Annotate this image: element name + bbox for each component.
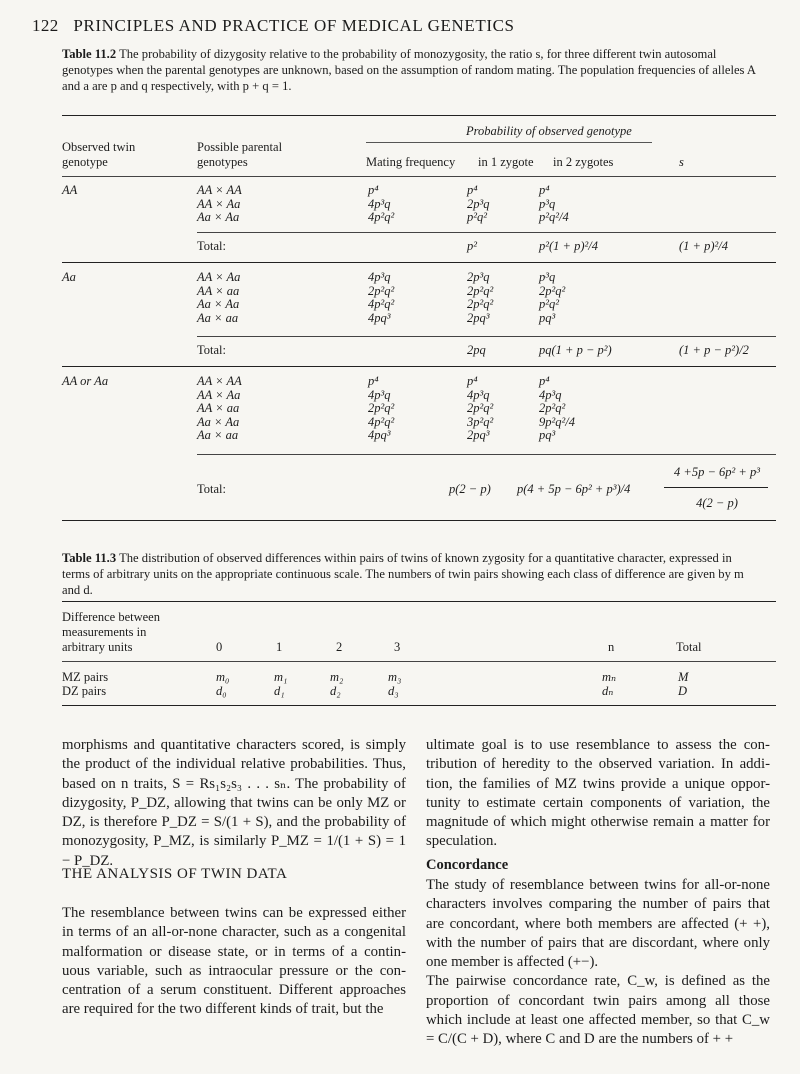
parental-cell: Aa × aa [197,310,239,325]
col-head-one-zygote: in 1 zygote [478,155,534,169]
mating-list [368,271,394,325]
caption-text: The distribution of observed differences within pairs of twins of known zygosity for a quantitative character, expressed in terms of arbitrary units on the appropriate continuous scale. The numbers of twin pairs showing each class of difference are given by m and d. [62,551,744,597]
two-cell: p²q²/4 [539,210,569,224]
right-column [426,736,770,852]
one-cell: 2pq³ [467,310,490,325]
total-two-zygotes: p(4 + 5p − 6p² + p³)/4 [517,482,631,496]
group-genotype: AA [62,183,78,197]
row-label: DZ pairs [62,684,107,698]
mating-cell: 4p³q [368,270,391,284]
mating-cell: 4p²q² [368,414,395,429]
fraction-bar [664,487,768,488]
table-11-3-caption [62,550,762,598]
mating-cell: p⁴ [368,374,379,388]
class-header: 2 [336,640,343,654]
subsection-heading: Concordance [426,857,509,873]
one-cell: 4p³q [467,387,490,402]
parental-cell: Aa × Aa [197,210,240,224]
table-cell: m₂ [330,670,344,684]
two-cell: 2p²q² [539,401,566,415]
parental-list [197,184,242,225]
spanner-heading: Probability of observed genotype [466,124,632,138]
table-bottom-rule [62,520,776,521]
spanner-rule [366,142,652,143]
table-cell: M [678,670,689,684]
running-title: PRINCIPLES AND PRACTICE OF MEDICAL GENETICS [73,16,515,35]
mating-cell: p⁴ [368,183,379,197]
parental-cell: AA × Aa [197,387,241,402]
one-cell: p⁴ [467,374,478,388]
class-header: Total [676,640,702,654]
parental-cell: Aa × Aa [197,297,240,311]
table-cell: D [678,684,688,698]
two-zygotes-list [539,375,575,443]
group-rule [197,232,776,233]
header-rule [62,176,776,177]
class-header: 3 [394,640,401,654]
section-heading: THE ANALYSIS OF TWIN DATA [62,866,288,882]
table-cell: m₃ [388,670,402,684]
one-cell: 2p²q² [467,401,494,415]
group-genotype: Aa [62,270,76,284]
group-genotype: AA or Aa [62,374,109,388]
caption-text: The probability of dizygosity relative to the probability of monozygosity, the ratio s, for three different twin autosomal genotypes when the parental genotypes are unknown, based on the assumption of random mating. The population frequencies of alleles A and a are p and q respectively, with p + q = 1. [62,47,756,93]
table-cell: m₀ [216,670,230,684]
col-head-two-zygotes: in 2 zygotes [553,155,614,169]
parental-list [197,271,240,325]
header-rule [62,661,776,662]
mating-cell: 4p³q [368,196,391,211]
table-cell: mₙ [602,670,617,684]
total-label: Total: [197,482,226,496]
parental-cell: AA × AA [197,374,242,388]
two-cell: pq³ [539,310,556,325]
row-label: MZ pairs [62,670,109,684]
parental-cell: AA × Aa [197,196,241,211]
header-line: Difference between [62,610,160,624]
paragraph: The study of resemblance between twins for all-or-none characters involves comparing the number of pairs that are concordant, where both members are affected (+ +), with the number of pairs that are discordant, where only one member is affected (+−). [426,877,770,971]
total-s: (1 + p − p²)/2 [679,343,749,357]
mating-cell: 4p²q² [368,297,395,311]
table-top-rule [62,115,776,116]
parental-cell: AA × aa [197,401,240,415]
one-cell: p⁴ [467,183,478,197]
parental-cell: AA × aa [197,283,240,298]
two-cell: p⁴ [539,183,550,197]
group-divider [62,366,776,367]
total-label: Total: [197,239,226,253]
one-cell: 2p³q [467,270,490,284]
paragraph: ultimate goal is to use resemblance to assess the con-tribution of heredity to the observed variation. In addi-tion, the families of MZ twins provide a unique oppor-tunity to estimate certain components of variation, the magnitude of which might otherwise remain a matter for speculation. [426,737,770,850]
table-top-rule [62,601,776,602]
group-divider [62,262,776,263]
total-one-zygote: 2pq [467,343,486,357]
left-column-continued [62,904,406,1020]
table-cell: d₂ [330,684,341,698]
two-zygotes-list [539,271,565,325]
table-cell: d₀ [216,684,227,698]
paragraph: The pairwise concordance rate, C_w, is defined as the proportion of concordant twin pairs among all those which include at least one affected member, so that C_w = C/(C + D), where C and D are the numbers of + + [426,973,770,1048]
two-cell: p³q [539,196,556,211]
one-cell: 2p²q² [467,297,494,311]
mating-list [368,375,394,443]
one-zygote-list [467,375,493,443]
two-cell: 9p²q²/4 [539,414,575,429]
parental-list [197,375,242,443]
total-one-zygote: p² [467,239,477,253]
two-cell: p⁴ [539,374,550,388]
total-one-zygote: p(2 − p) [449,482,491,496]
difference-header [62,610,160,655]
total-s: (1 + p)²/4 [679,239,728,253]
two-cell: p²q² [539,297,559,311]
table-label: Table 11.3 [62,551,117,565]
table-cell: d₁ [274,684,285,698]
right-column-continued [426,876,770,1050]
col-head-parental: Possible parental genotypes [197,140,283,169]
class-header: n [608,640,615,654]
table-cell: m₁ [274,670,288,684]
mating-cell: 4pq³ [368,310,391,325]
col-head-s: s [679,155,684,169]
total-two-zygotes: p²(1 + p)²/4 [539,239,598,253]
two-cell: 4p³q [539,387,562,402]
one-cell: 3p²q² [467,414,494,429]
paragraph: morphisms and quantitative characters scored, is simply the product of the individual relative probabilities. Thus, based on n traits, S = Rs₁s₂s₃ . . . sₙ. The probability of dizygosity, P_DZ, allowing that twins can be only MZ or DZ, is therefore P_DZ = S/(1 + S), and the probability of monozygosity, P_MZ, is similarly P_MZ = 1/(1 + S) = 1 − P_DZ. [62,737,406,869]
two-cell: p³q [539,270,556,284]
mating-cell: 4pq³ [368,428,391,442]
mating-cell: 4p³q [368,387,391,402]
total-s-numerator: 4 +5p − 6p² + p³ [674,465,760,479]
mating-cell: 2p²q² [368,401,395,415]
table-label: Table 11.2 [62,47,117,61]
one-cell: 2p³q [467,196,490,211]
parental-cell: Aa × Aa [197,414,240,429]
table-bottom-rule [62,705,776,706]
two-cell: pq³ [539,428,556,442]
parental-cell: Aa × aa [197,428,239,442]
parental-cell: AA × Aa [197,270,241,284]
parental-cell: AA × AA [197,183,242,197]
group-rule [197,336,776,337]
class-header: 1 [276,640,283,654]
paragraph: The resemblance between twins can be expressed either in terms of an all-or-none character, such as a congenital malformation or disease state, or in terms of a contin-uous variable, such as intraocular pressure or the con-centration of a serum constituent. Different approaches are required for the two different kinds of trait, but the [62,905,406,1018]
table-cell: dₙ [602,684,614,698]
mating-list [368,184,394,225]
one-cell: p²q² [467,210,487,224]
col-head-observed: Observed twin genotype [62,140,136,169]
total-label: Total: [197,343,226,357]
total-s-denominator: 4(2 − p) [696,496,738,510]
two-zygotes-list [539,184,569,225]
page-number: 122 [32,16,59,35]
header-line: arbitrary units [62,640,133,654]
left-column [62,736,406,871]
two-cell: 2p²q² [539,283,566,298]
header-line: measurements in [62,625,147,639]
mating-cell: 2p²q² [368,283,395,298]
one-zygote-list [467,271,493,325]
total-two-zygotes: pq(1 + p − p²) [539,343,612,357]
table-cell: d₃ [388,684,399,698]
group-rule [197,454,776,455]
table-11-2-caption [62,46,762,94]
running-header [32,16,515,36]
mating-cell: 4p²q² [368,210,395,224]
col-head-mating: Mating frequency [366,155,456,169]
one-zygote-list [467,184,490,225]
class-header: 0 [216,640,223,654]
one-cell: 2p²q² [467,283,494,298]
one-cell: 2pq³ [467,428,490,442]
